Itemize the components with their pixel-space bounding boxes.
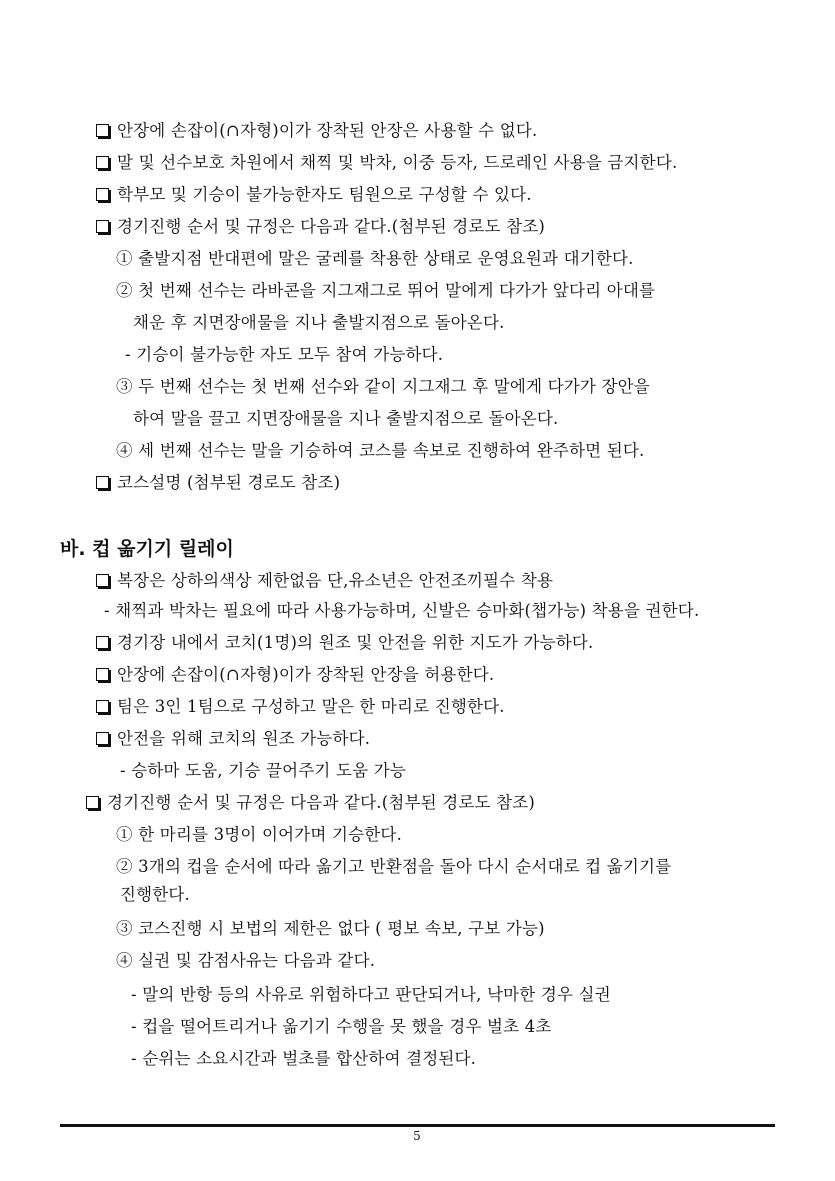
rule-note: - 승하마 도움, 기승 끌어주기 도움 가능 xyxy=(120,761,406,780)
rule-item xyxy=(96,632,593,654)
rule-item xyxy=(96,472,340,494)
checkbox-bullet-icon xyxy=(96,636,109,649)
checkbox-bullet-icon xyxy=(96,124,109,137)
rule-item xyxy=(96,152,677,174)
checkbox-bullet-icon xyxy=(96,700,109,713)
penalty-text: - 말의 반항 등의 사유로 위험하다고 판단되거나, 낙마한 경우 실권 xyxy=(131,985,611,1004)
rule-note: - 채찍과 박차는 필요에 따라 사용가능하며, 신발은 승마화(챕가능) 착용을 권한다. xyxy=(104,601,700,620)
checkbox-bullet-icon xyxy=(96,188,109,201)
rule-text: 안장에 손잡이(∩자형)이가 장착된 안장을 허용한다. xyxy=(117,665,495,684)
rule-text: 말 및 선수보호 차원에서 채찍 및 박차, 이중 등자, 드로레인 사용을 금지한다. xyxy=(117,153,678,172)
page-number: 5 xyxy=(413,1129,421,1143)
step-text: ④ 세 번째 선수는 말을 기승하여 코스를 속보로 진행하여 완주하면 된다. xyxy=(116,441,645,460)
rule-text: 경기진행 순서 및 규정은 다음과 같다.(첨부된 경로도 참조) xyxy=(107,793,536,812)
step-text: 하여 말을 끌고 지면장애물을 지나 출발지점으로 돌아온다. xyxy=(133,409,559,428)
checkbox-bullet-icon xyxy=(96,156,109,169)
step-text: ① 한 마리를 3명이 이어가며 기승한다. xyxy=(116,825,403,844)
rule-text: 경기진행 순서 및 규정은 다음과 같다.(첨부된 경로도 참조) xyxy=(117,217,546,236)
rule-item xyxy=(96,570,553,592)
rule-text: 팀은 3인 1팀으로 구성하고 말은 한 마리로 진행한다. xyxy=(117,697,505,716)
step-text: ① 출발지점 반대편에 말은 굴레를 착용한 상태로 운영요원과 대기한다. xyxy=(116,249,634,268)
rule-text: 학부모 및 기승이 불가능한자도 팀원으로 구성할 수 있다. xyxy=(117,185,532,204)
rule-item xyxy=(96,184,532,206)
rule-item xyxy=(96,696,505,718)
step-text: ④ 실권 및 감점사유는 다음과 같다. xyxy=(116,951,376,970)
rule-text: 경기장 내에서 코치(1명)의 원조 및 안전을 위한 지도가 가능하다. xyxy=(117,633,594,652)
section-heading: 바. 컵 옮기기 릴레이 xyxy=(60,538,234,560)
rule-item xyxy=(96,664,494,686)
rule-item xyxy=(96,728,370,750)
step-text: ③ 두 번째 선수는 첫 번째 선수와 같이 지그재그 후 말에게 다가가 장안을 xyxy=(116,377,650,396)
rule-text: 안전을 위해 코치의 원조 가능하다. xyxy=(117,729,371,748)
step-text: ② 첫 번째 선수는 라바콘을 지그재그로 뛰어 말에게 다가가 앞다리 아대를 xyxy=(116,281,656,300)
footer-divider xyxy=(60,1124,775,1127)
rule-text: 복장은 상하의색상 제한없음 단,유소년은 안전조끼필수 착용 xyxy=(117,571,554,590)
checkbox-bullet-icon xyxy=(96,476,109,489)
penalty-text: - 순위는 소요시간과 벌초를 합산하여 결정된다. xyxy=(131,1049,477,1068)
checkbox-bullet-icon xyxy=(96,220,109,233)
checkbox-bullet-icon xyxy=(96,668,109,681)
rule-text: 안장에 손잡이(∩자형)이가 장착된 안장은 사용할 수 없다. xyxy=(117,121,538,140)
step-text: ② 3개의 컵을 순서에 따라 옮기고 반환점을 돌아 다시 순서대로 컵 옮기기를 xyxy=(116,857,672,876)
rule-item xyxy=(96,120,537,142)
penalty-text: - 컵을 떨어트리거나 옮기기 수행을 못 했을 경우 벌초 4초 xyxy=(131,1017,552,1036)
step-text: 채운 후 지면장애물을 지나 출발지점으로 돌아온다. xyxy=(133,313,505,332)
step-text: 진행한다. xyxy=(120,885,191,904)
rule-text: 코스설명 (첨부된 경로도 참조) xyxy=(117,473,341,492)
checkbox-bullet-icon xyxy=(86,796,99,809)
step-note: - 기승이 불가능한 자도 모두 참여 가능하다. xyxy=(125,345,444,364)
rule-item xyxy=(96,216,545,238)
step-text: ③ 코스진행 시 보법의 제한은 없다 ( 평보 속보, 구보 가능) xyxy=(116,919,545,938)
rule-item xyxy=(86,792,535,814)
checkbox-bullet-icon xyxy=(96,574,109,587)
checkbox-bullet-icon xyxy=(96,732,109,745)
